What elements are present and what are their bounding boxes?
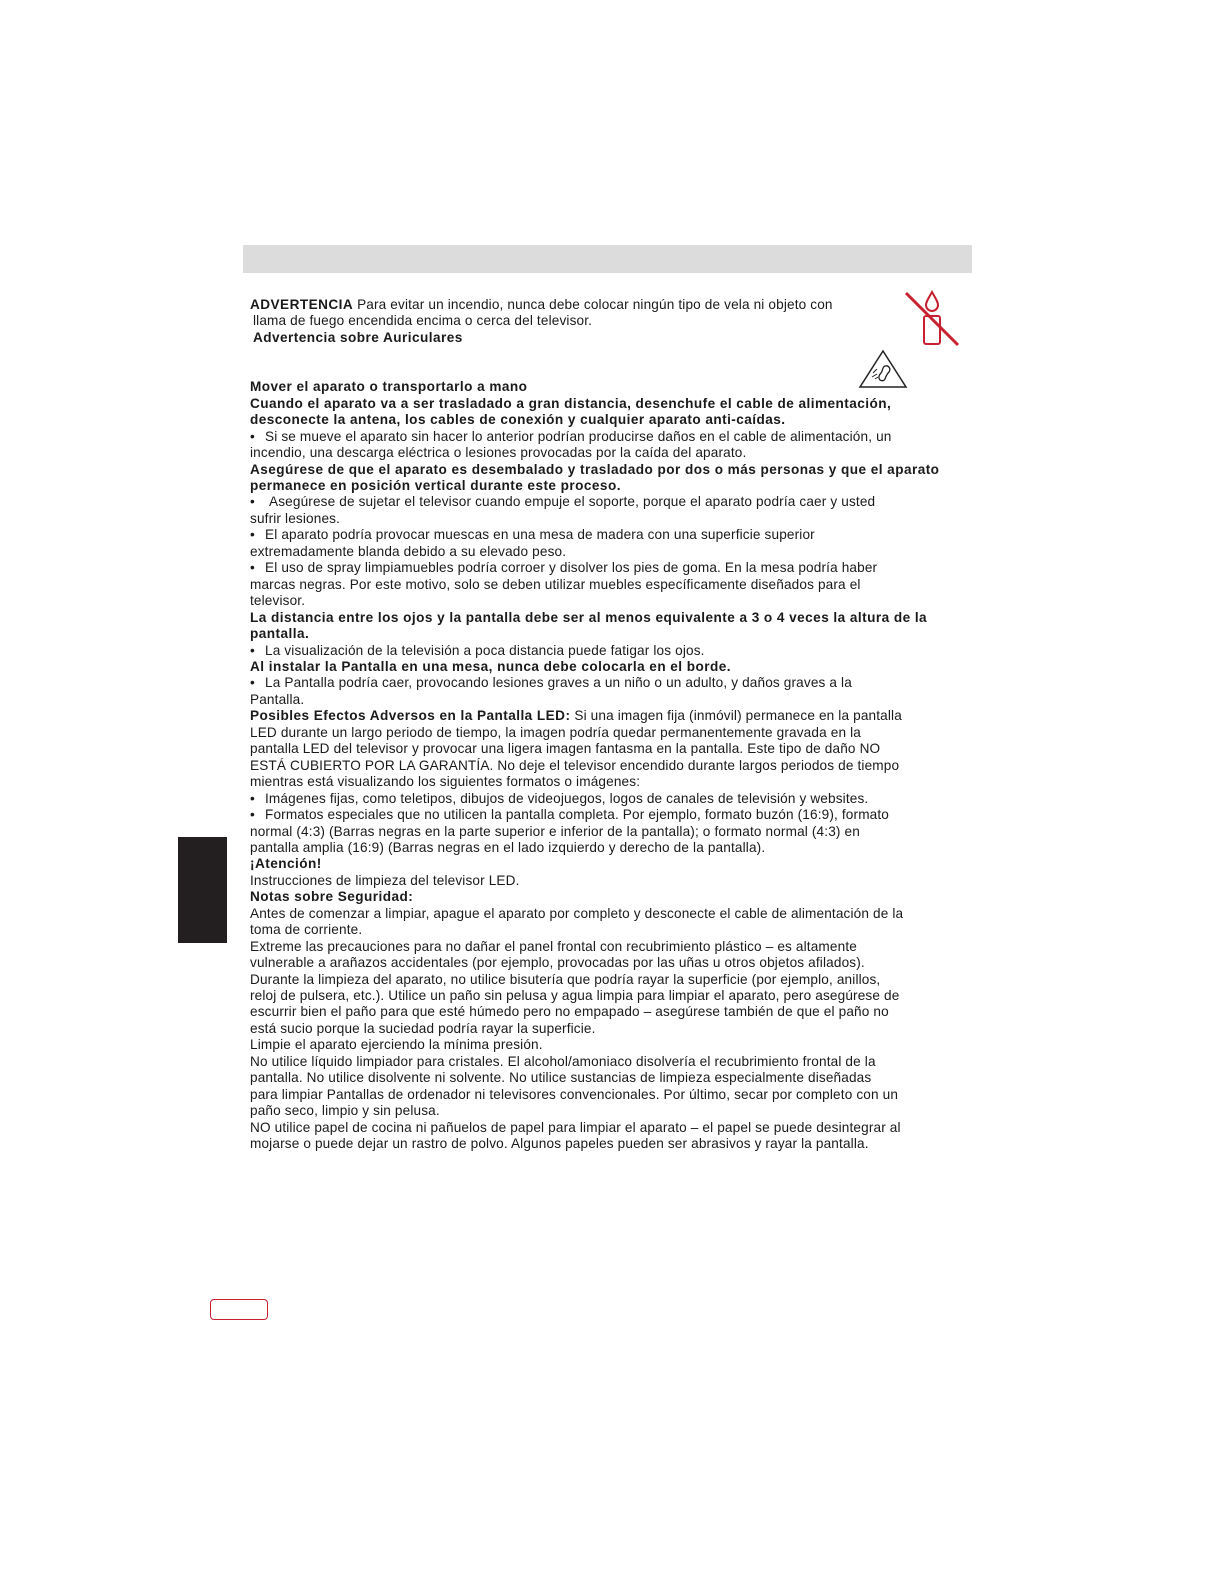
safety-p3d: está sucio porque la suciedad podría rayar la superficie. bbox=[250, 1020, 596, 1036]
moving-bullet-2: Asegúrese de sujetar el televisor cuando empuje el soporte, porque el aparato podría caer y usted bbox=[269, 494, 876, 510]
safety-p5d: paño seco, limpio y sin pelusa. bbox=[250, 1103, 440, 1119]
safety-p3a: Durante la limpieza del aparato, no utilice bisutería que podría rayar la superficie (por ejemplo, anillos, bbox=[250, 971, 881, 987]
distance-bold-b: pantalla. bbox=[250, 626, 310, 642]
bullet: • bbox=[250, 807, 255, 823]
section-header-bar bbox=[243, 245, 972, 273]
distance-bullet-1: La visualización de la televisión a poca distancia puede fatigar los ojos. bbox=[265, 642, 705, 658]
attention-text: Instrucciones de limpieza del televisor LED. bbox=[250, 872, 520, 888]
moving-bullet-2-cont: sufrir lesiones. bbox=[250, 510, 341, 526]
page-number-box bbox=[210, 1299, 268, 1320]
warning-text-cont: llama de fuego encendida encima o cerca del televisor. bbox=[253, 313, 593, 329]
led-bullet-1: Imágenes fijas, como teletipos, dibujos de videojuegos, logos de canales de televisión y websites. bbox=[265, 790, 869, 806]
warning-text: Para evitar un incendio, nunca debe colocar ningún tipo de vela ni objeto con bbox=[353, 297, 833, 312]
table-bullet-1: La Pantalla podría caer, provocando lesiones graves a un niño o un adulto, y daños graves a la bbox=[265, 675, 852, 691]
safety-p4: Limpie el aparato ejerciendo la mínima presión. bbox=[250, 1037, 543, 1053]
safety-p1a: Antes de comenzar a limpiar, apague el aparato por completo y desconecte el cable de alimentación de la bbox=[250, 905, 904, 921]
led-text-2: LED durante un largo periodo de tiempo, la imagen podría quedar permanentemente gravada en la bbox=[250, 724, 861, 740]
safety-p2b: vulnerable a arañazos accidentales (por ejemplo, provocadas por las uñas u otros objetos afilados). bbox=[250, 955, 865, 971]
led-bullet-2-cont: normal (4:3) (Barras negras en la parte superior e inferior de la pantalla); o formato normal (4:3) en bbox=[250, 823, 860, 839]
moving-bold-1b: desconecte la antena, los cables de conexión y cualquier aparato anti-caídas. bbox=[250, 412, 786, 428]
led-text-5: mientras está visualizando los siguientes formatos o imágenes: bbox=[250, 774, 641, 790]
led-text-4: ESTÁ CUBIERTO POR LA GARANTÍA. No deje el televisor encendido durante largos periodos de tiempo bbox=[250, 757, 900, 773]
moving-bullet-3-cont: extremadamente blanda debido a su elevado peso. bbox=[250, 543, 567, 559]
safety-p3c: escurrir bien el paño para que esté húmedo pero no empapado – asegúrese también de que el paño no bbox=[250, 1004, 889, 1020]
led-bullet-2: Formatos especiales que no utilicen la pantalla completa. Por ejemplo, formato buzón (16:9), formato bbox=[265, 807, 890, 823]
led-text-1: Si una imagen fija (inmóvil) permanece en la pantalla bbox=[570, 708, 902, 724]
moving-bullet-4-cont2: televisor. bbox=[250, 593, 306, 609]
safety-heading: Notas sobre Seguridad: bbox=[250, 889, 414, 905]
bullet: • bbox=[250, 428, 255, 444]
safety-p5a: No utilice líquido limpiador para cristales. El alcohol/amoniaco disolvería el recubrimiento frontal de la bbox=[250, 1053, 876, 1069]
table-bold: Al instalar la Pantalla en una mesa, nunca debe colocarla en el borde. bbox=[250, 658, 732, 674]
warning-label: ADVERTENCIA bbox=[250, 297, 354, 312]
bullet: • bbox=[250, 790, 255, 806]
moving-heading: Mover el aparato o transportarlo a mano bbox=[250, 379, 528, 395]
moving-bold-2b: permanece en posición vertical durante este proceso. bbox=[250, 477, 621, 493]
bullet: • bbox=[250, 675, 255, 691]
bullet: • bbox=[250, 560, 255, 576]
safety-p3b: reloj de pulsera, etc.). Utilice un paño sin pelusa y agua limpia para limpiar el aparato, pero asegúrese de bbox=[250, 988, 900, 1004]
led-bold: Posibles Efectos Adversos en la Pantalla LED: bbox=[250, 708, 571, 724]
led-bullet-2-cont2: pantalla amplia (16:9) (Barras negras en el lado izquierdo y derecho de la pantalla). bbox=[250, 839, 766, 855]
bullet: • bbox=[250, 642, 255, 658]
bullet: • bbox=[250, 494, 255, 510]
safety-content bbox=[250, 297, 962, 1153]
moving-bullet-4-cont: marcas negras. Por este motivo, solo se deben utilizar muebles específicamente diseñados para el bbox=[250, 576, 861, 592]
moving-bullet-1: Si se mueve el aparato sin hacer lo anterior podrían producirse daños en el cable de alimentación, un bbox=[265, 428, 892, 444]
language-side-tab bbox=[178, 837, 227, 943]
safety-p2a: Extreme las precauciones para no dañar el panel frontal con recubrimiento plástico – es altamente bbox=[250, 938, 857, 954]
moving-bullet-3: El aparato podría provocar muescas en una mesa de madera con una superficie superior bbox=[265, 527, 815, 543]
safety-p1b: toma de corriente. bbox=[250, 922, 363, 938]
headphones-heading: Advertencia sobre Auriculares bbox=[253, 329, 463, 345]
safety-p5c: para limpiar Pantallas de ordenador ni televisores convencionales. Por último, secar por completo con un bbox=[250, 1086, 899, 1102]
led-text-3: pantalla LED del televisor y provocar una ligera imagen fantasma en la pantalla. Este tipo de daño NO bbox=[250, 741, 881, 757]
safety-p5b: pantalla. No utilice disolvente ni solvente. No utilice sustancias de limpieza especialmente diseñadas bbox=[250, 1070, 872, 1086]
moving-bullet-1-cont: incendio, una descarga eléctrica o lesiones provocadas por la caída del aparato. bbox=[250, 445, 747, 461]
moving-bold-1a: Cuando el aparato va a ser trasladado a gran distancia, desenchufe el cable de alimentación, bbox=[250, 395, 892, 411]
moving-bold-2a: Asegúrese de que el aparato es desembalado y trasladado por dos o más personas y que el aparato bbox=[250, 461, 940, 477]
table-bullet-1-cont: Pantalla. bbox=[250, 691, 305, 707]
attention-heading: ¡Atención! bbox=[250, 856, 322, 872]
safety-p6a: NO utilice papel de cocina ni pañuelos de papel para limpiar el aparato – el papel se puede desintegrar al bbox=[250, 1119, 901, 1135]
distance-bold-a: La distancia entre los ojos y la pantalla debe ser al menos equivalente a 3 o 4 veces la altura de la bbox=[250, 609, 928, 625]
safety-p6b: mojarse o puede dejar un rastro de polvo. Algunos papeles pueden ser abrasivos y rayar la pantalla. bbox=[250, 1136, 869, 1152]
bullet: • bbox=[250, 527, 255, 543]
moving-bullet-4: El uso de spray limpiamuebles podría corroer y disolver los pies de goma. En la mesa podría haber bbox=[265, 560, 878, 576]
